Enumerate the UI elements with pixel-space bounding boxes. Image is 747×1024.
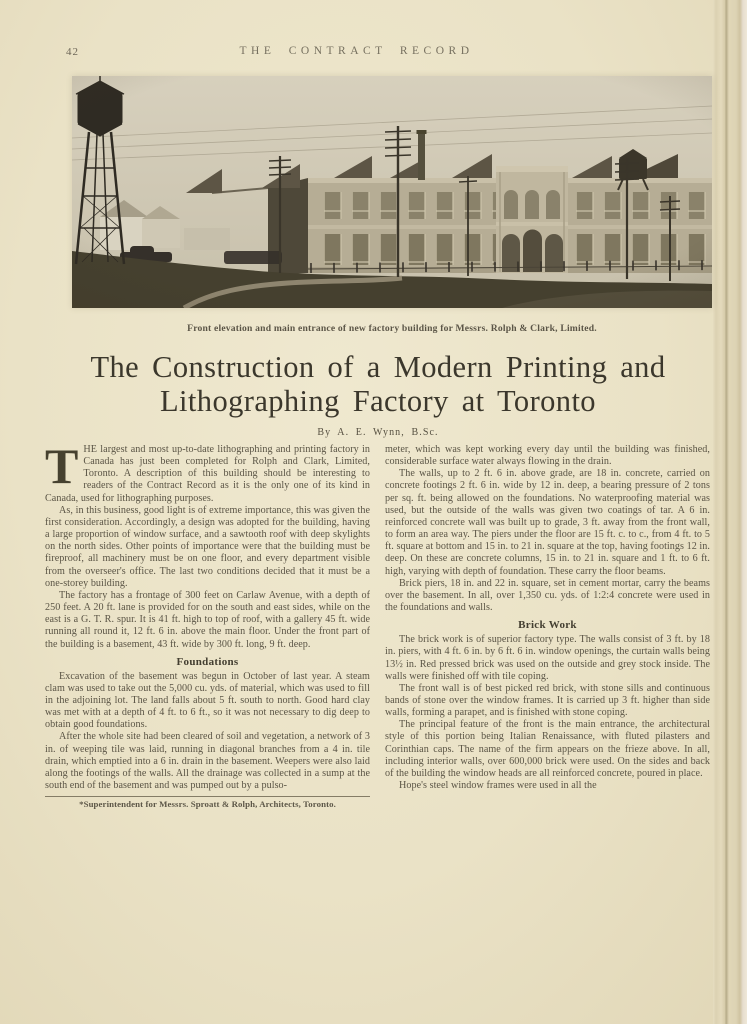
- journal-title: THE CONTRACT RECORD: [239, 45, 474, 57]
- paragraph: meter, which was kept working every day until the building was finished, considerable surface water always flowing in the drain.: [385, 444, 710, 468]
- factory-photograph: [72, 76, 712, 308]
- page-number: 42: [66, 46, 79, 58]
- paragraph: Hope's steel window frames were used in all the: [399, 780, 597, 792]
- factory-photo-illustration: [72, 76, 712, 308]
- paragraph: The factory has a frontage of 300 feet on Carlaw Avenue, with a depth of 250 feet. A 20 ft. lane is provided for on the south and east sides, while on the east is a G. T. R. spur. It is 41 ft. high to top of roof, with a gallery 45 ft. wide running all round it, 12 ft. 6 in. above the main floor. Under the front part of the building is a basement, 43 ft. wide by 300 ft. long, 9 ft. deep.: [45, 589, 370, 650]
- book-page-edges: [713, 0, 747, 1024]
- article-title: [45, 350, 711, 418]
- right-column: [385, 444, 710, 809]
- paragraph: The brick work is of superior factory type. The walls consist of 3 ft. by 18 in. piers, with 4 ft. 6 in. by 6 ft. 6 in. window openings, the curtain walls being 13½ in. Red pressed brick was used on the outside and grey stock inside. The walls were finished off with tile coping.: [385, 634, 710, 682]
- photo-vignette: [72, 76, 712, 308]
- paragraph: The principal feature of the front is the main entrance, the architectural style of this portion being Italian Renaissance, with fluted pilasters and Corinthian caps. The name of the firm appears on the frieze above. In all, including interior walls, over 600,000 brick were used. On the sides and back of the building the window heads are all reinforced concrete, poured in place.: [385, 719, 710, 779]
- paragraph: Brick piers, 18 in. and 22 in. square, set in cement mortar, carry the beams over the basement. In all, over 1,350 cu. yds. of 1:2:4 concrete were used in the foundations and walls.: [385, 577, 710, 614]
- section-heading-foundations: Foundations: [176, 655, 239, 668]
- paragraph: The walls, up to 2 ft. 6 in. above grade, are 18 in. concrete, carried on concrete footings 2 ft. 6 in. wide by 12 in. deep, a bearing pressure of 2 tons per sq. ft. being allowed on the foundations. No waterproofing material was used, but the outside of the walls was given two coatings of tar. A 6 in. reinforced concrete wall was built up to grade, 3 ft. away from the front wall, to form an area way. The piers under the floor are 15 ft. c. to c., from 4 ft. to 5 ft. square at bottom and 15 in. to 21 in. square at the top, having footings 12 in. deep. On these are concrete columns, 15 in. to 21 in. square and 1 ft. to 6 ft. high, varying with depth of foundation. These carry the floor beams.: [385, 468, 710, 577]
- article-title-line1: The Construction of a Modern Printing and: [90, 350, 666, 384]
- paragraph: The front wall is of best picked red brick, with stone sills and continuous bands of stone over the window frames. It is carried up 3 ft. higher than side walls, forming a parapet, and is finished with stone coping.: [385, 682, 710, 719]
- article-body: [45, 438, 711, 810]
- drop-cap: T: [45, 438, 79, 494]
- left-column: [45, 438, 370, 810]
- paragraph: Excavation of the basement was begun in October of last year. A steam clam was used to take out the 5,000 cu. yds. of material, which was used to fill in the adjoining lot. The land falls about 5 ft. south to north. Good hard clay was met with at a depth of 4 ft. to 6 ft., so it was not necessary to dig deep to obtain good foundations.: [45, 670, 370, 731]
- photo-caption: Front elevation and main entrance of new factory building for Messrs. Rolph & Clark, Limited.: [187, 323, 597, 334]
- paragraph: As, in this business, good light is of extreme importance, this was given the first consideration. Accordingly, a design was adopted for the building, having a large proportion of window surface, and a sawtooth roof with deep skylights on the north sides. Other points of importance were that the building must be fireproof, all machinery must be on one floor, and every department visible from the overseer's office. The last two conditions decided that it must be a one-storey building.: [45, 504, 370, 589]
- paragraph-text: HE largest and most up-to-date lithographing and printing factory in Canada has just been completed for Rolph and Clark, Limited, Toronto. A description of this building should be interesting to readers of the Contract Record as it is the only one of its kind in Canada, used for lithographing purposes.: [45, 444, 370, 504]
- footnote: *Superintendent for Messrs. Sproatt & Rolph, Architects, Toronto.: [45, 796, 370, 809]
- paragraph: After the whole site had been cleared of soil and vegetation, a network of 3 in. of weeping tile was laid, running in diagonal branches from a 4 in. tile drain, which emptied into a 6 in. drain in the basement. Weepers were also laid along the footings of the walls. All the drainage was collected in a sump at the south end of the basement and was pumped out by a pulso-: [45, 731, 370, 792]
- paragraph: [45, 438, 370, 505]
- section-heading-brick-work: Brick Work: [518, 619, 577, 632]
- article-title-line2: Lithographing Factory at Toronto: [160, 384, 596, 418]
- article-byline: By A. E. Wynn, B.Sc.: [317, 427, 439, 438]
